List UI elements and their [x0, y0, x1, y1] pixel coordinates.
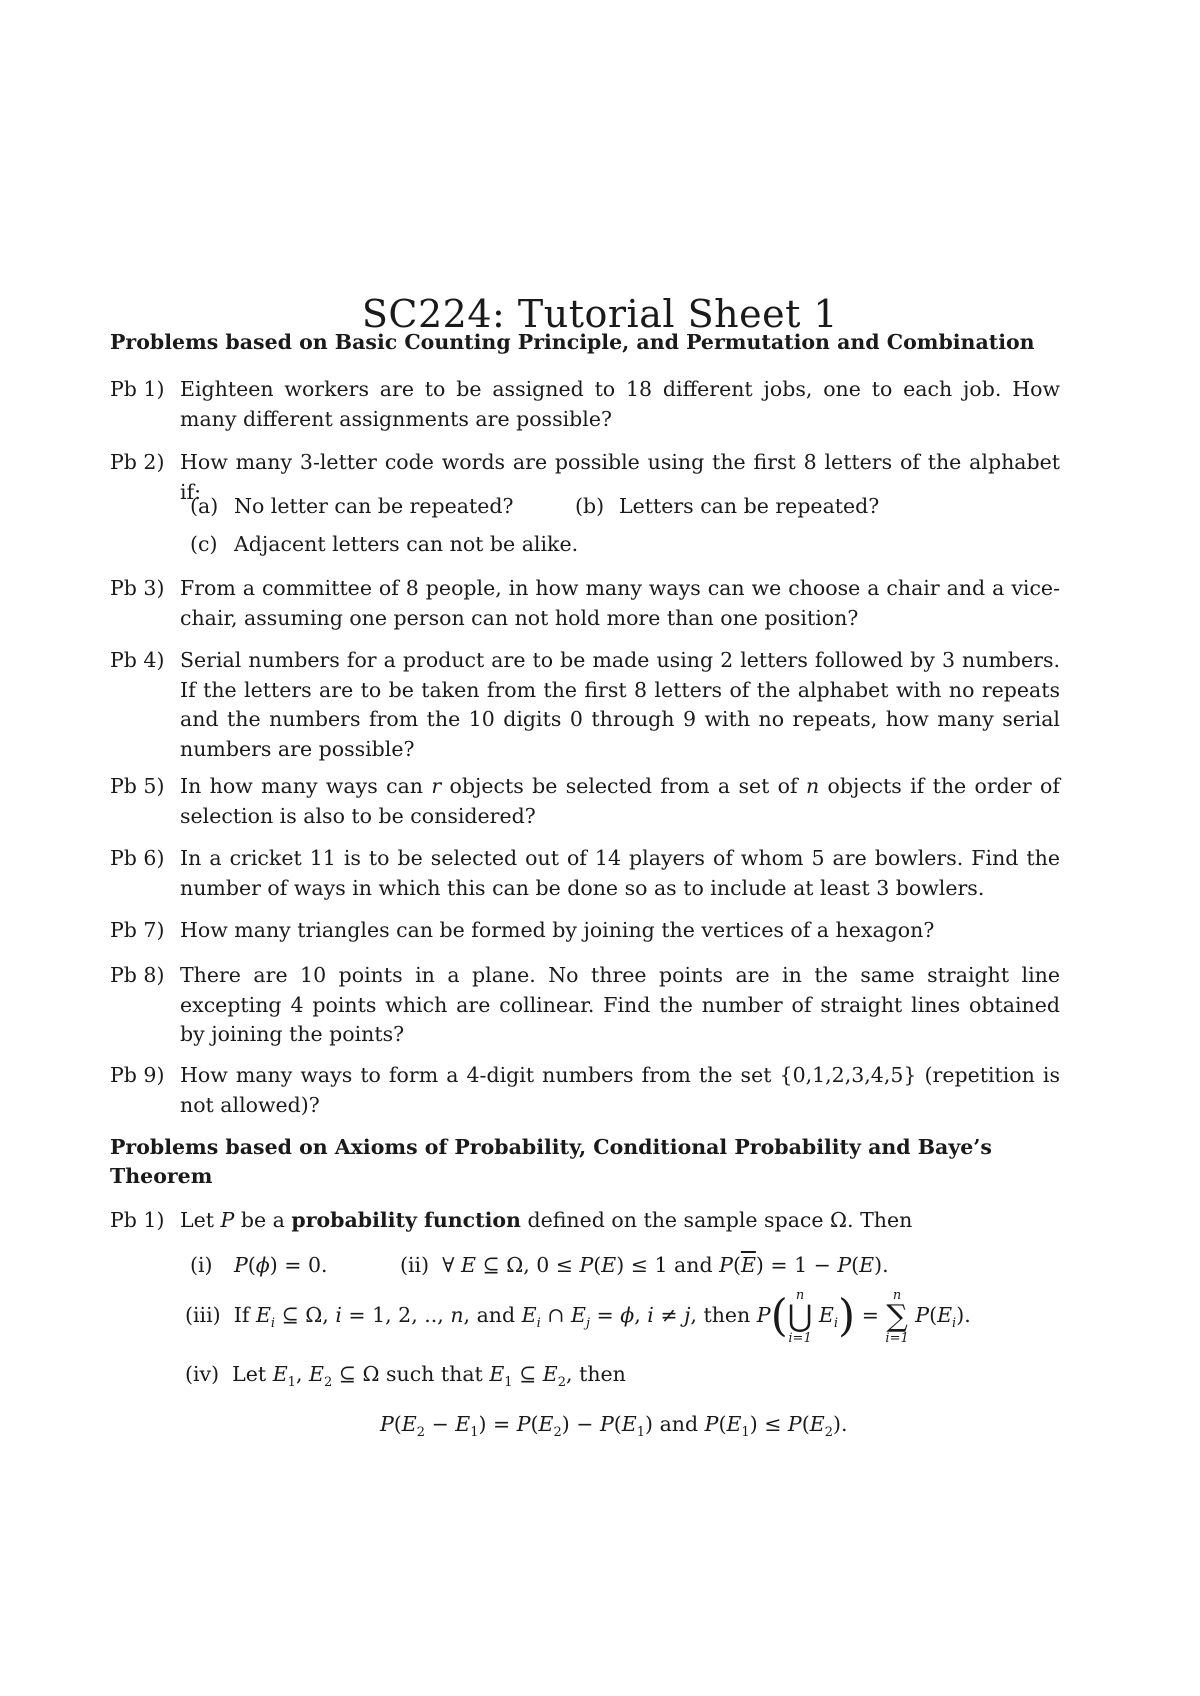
problem-probability-1 — [110, 1206, 1060, 1236]
problem-counting-7 — [110, 916, 1060, 946]
problem-text: In how many ways can r objects be selected from a set of n objects if the order of selection is also to be considered? — [180, 774, 1060, 828]
axiom-i: (i) P(ϕ) = 0. — [190, 1253, 328, 1277]
problem-label: Pb 1) — [110, 1208, 165, 1232]
option-label: (a) — [190, 494, 219, 518]
problem-text: Let P be a probability function defined on the sample space Ω. Then — [180, 1208, 913, 1232]
variable-r: r — [431, 774, 442, 798]
problem-counting-1 — [110, 375, 1060, 434]
problem-counting-9 — [110, 1061, 1060, 1120]
option-text: No letter can be repeated? — [234, 494, 514, 518]
option-text: Letters can be repeated? — [619, 494, 880, 518]
problem-label: Pb 6) — [110, 846, 165, 870]
problem-label: Pb 3) — [110, 576, 165, 600]
problem-text: Eighteen workers are to be assigned to 18 different jobs, one to each job. How many different assignments are possible? — [180, 377, 1060, 431]
problem-counting-3 — [110, 574, 1060, 633]
problem-text: How many ways to form a 4-digit numbers from the set {0,1,2,3,4,5} (repetition is not allowed)? — [180, 1063, 1060, 1117]
option-b — [575, 492, 879, 521]
bold-term: probability function — [291, 1208, 521, 1232]
problem-text: From a committee of 8 people, in how many ways can we choose a chair and a vice-chair, assuming one person can not hold more than one position? — [180, 576, 1060, 630]
option-c — [190, 530, 578, 559]
problem-label: Pb 9) — [110, 1063, 165, 1087]
problem-counting-5 — [110, 772, 1060, 831]
section-heading-counting: Problems based on Basic Counting Principle, and Permutation and Combination — [110, 330, 1035, 354]
problem-text: How many triangles can be formed by joining the vertices of a hexagon? — [180, 918, 935, 942]
problem-text: In a cricket 11 is to be selected out of 14 players of whom 5 are bowlers. Find the number of ways in which this can be done so as to include at least 3 bowlers. — [180, 846, 1060, 900]
problem-text: There are 10 points in a plane. No three points are in the same straight line excepting 4 points which are collinear. Find the number of straight lines obtained by joining the points? — [180, 963, 1060, 1046]
problem-text: How many 3-letter code words are possible using the first 8 letters of the alphabet if: — [180, 450, 1060, 504]
option-a — [190, 492, 514, 521]
problem-label: Pb 8) — [110, 963, 165, 987]
option-text: Adjacent letters can not be alike. — [234, 532, 579, 556]
section-heading-probability: Problems based on Axioms of Probability, Conditional Probability and Baye’s Theorem — [110, 1135, 992, 1188]
option-label: (b) — [575, 494, 605, 518]
axiom-iv: (iv) Let $E_1$, $E_2$ ⊆ Ω such that $E_1$ ⊆ $E_2$, then — [185, 1362, 626, 1391]
axiom-ii: (ii) ∀ E ⊆ Ω, 0 ≤ P(E) ≤ 1 and $P(\overline{E}) = 1 - P(E)$. — [400, 1253, 889, 1277]
option-label: (c) — [190, 532, 218, 556]
problem-label: Pb 2) — [110, 450, 165, 474]
page-title: SC224: Tutorial Sheet 1 — [361, 292, 839, 336]
problem-text: Serial numbers for a product are to be made using 2 letters followed by 3 numbers. If the letters are to be taken from the first 8 letters of the alphabet with no repeats and the numbers from the 10 digits 0 through 9 with no repeats, how many serial numbers are possible? — [180, 648, 1060, 761]
problem-label: Pb 5) — [110, 774, 165, 798]
variable-n: n — [805, 774, 820, 798]
axiom-iii: (iii) If $E_i$ ⊆ Ω, i = 1, 2, .., n, and $E_i$ ∩ $E_j = \phi$, i ≠ j, then P( n ⋃ i=1 $E_i$) = n ∑ i=1 $P(E_i)$. — [185, 1287, 971, 1346]
problem-counting-4 — [110, 646, 1060, 764]
problem-label: Pb 7) — [110, 918, 165, 942]
problem-label: Pb 4) — [110, 648, 165, 672]
problem-label: Pb 1) — [110, 377, 165, 401]
problem-counting-6 — [110, 844, 1060, 903]
axiom-iv-formula: $P(E_2 - E_1) = P(E_2) - P(E_1)$ and $P(E_1) \le P(E_2)$. — [380, 1412, 848, 1441]
problem-counting-8 — [110, 961, 1060, 1050]
